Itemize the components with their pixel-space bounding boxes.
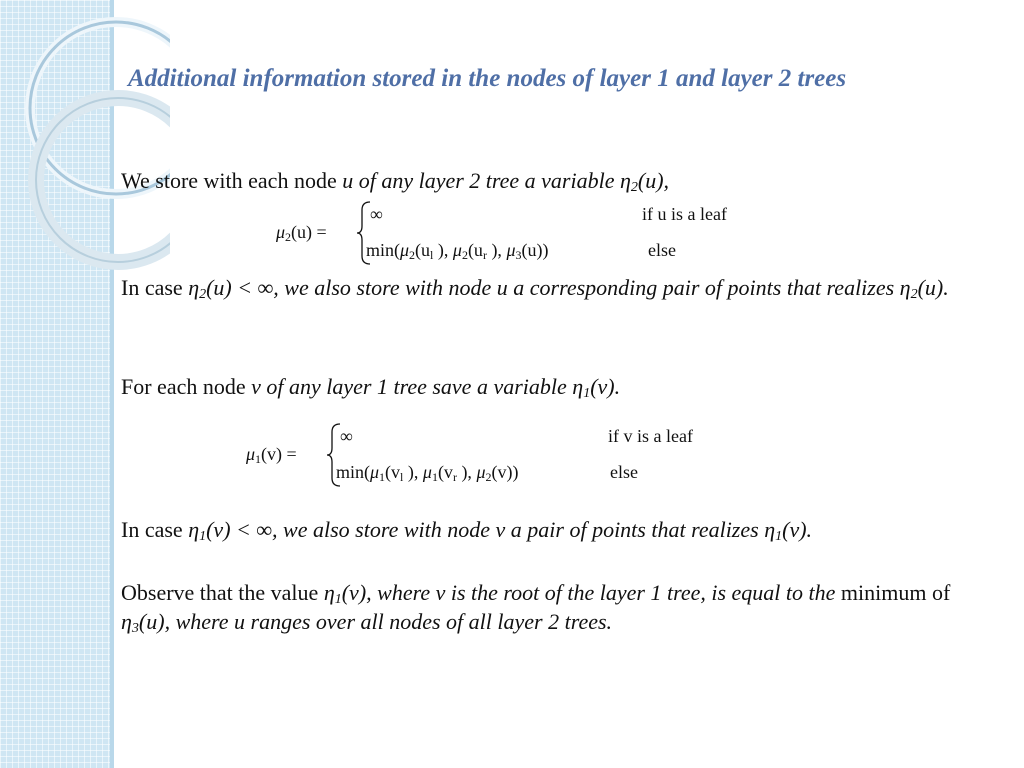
subscript: 3 (131, 621, 139, 636)
paragraph-layer1-case (121, 515, 1001, 544)
text-italic: η (188, 275, 200, 300)
text-italic: (u), where u ranges over all nodes of all layer 2 trees. (138, 609, 613, 634)
formula-row2-cond: else (610, 462, 638, 482)
text: In case (121, 275, 189, 300)
text-italic: (v) < ∞, we also store with node v a pair of points that realizes η (206, 517, 776, 542)
text: minimum of (840, 580, 951, 605)
formula-row2-expr: min(μ2(ul ), μ2(ur ), μ3(u)) (366, 240, 549, 262)
text: We store with each node (121, 168, 343, 193)
subscript: 2 (910, 287, 918, 302)
text: In case (121, 517, 189, 542)
text-italic: (u), (637, 168, 670, 193)
subscript: 1 (775, 529, 783, 544)
text-italic: (v). (590, 374, 621, 399)
subscript: 1 (199, 529, 207, 544)
paragraph-layer2-store (121, 166, 1001, 195)
paragraph-observe (121, 578, 1001, 636)
text-italic: (u). (917, 275, 949, 300)
text-italic: η (121, 609, 132, 634)
text-italic: v of any layer 1 tree save a variable η (251, 374, 584, 399)
text-italic: (u) < ∞, we also store with node u a corresponding pair of points that realizes η (206, 275, 911, 300)
paragraph-layer2-case (121, 273, 1001, 302)
formula-row2-expr: min(μ1(vl ), μ1(vr ), μ2(v)) (336, 462, 519, 484)
decorative-rings (0, 0, 170, 290)
formula-lhs: μ2(u) = (276, 222, 327, 244)
subscript: 2 (630, 180, 638, 195)
formula-row1-expr: ∞ (370, 204, 383, 224)
text-italic: (v), where v is the root of the layer 1 tree, is equal to the (341, 580, 841, 605)
text-italic: η (323, 580, 335, 605)
subscript: 2 (199, 287, 207, 302)
subscript: 1 (334, 592, 342, 607)
text: For each node (121, 374, 252, 399)
text-italic: η (188, 517, 200, 542)
text-italic: (v). (782, 517, 813, 542)
formula-row1-cond: if v is a leaf (608, 426, 693, 446)
text: Observe that the value (121, 580, 324, 605)
slide-title: Additional information stored in the nodes of layer 1 and layer 2 trees (128, 65, 847, 92)
subscript: 1 (583, 386, 591, 401)
formula-row1-expr: ∞ (340, 426, 353, 446)
formula-row1-cond: if u is a leaf (642, 204, 727, 224)
formula-row2-cond: else (648, 240, 676, 260)
paragraph-layer1-store (121, 372, 1001, 401)
text-italic: u of any layer 2 tree a variable η (342, 168, 631, 193)
formula-lhs: μ1(v) = (246, 444, 297, 466)
